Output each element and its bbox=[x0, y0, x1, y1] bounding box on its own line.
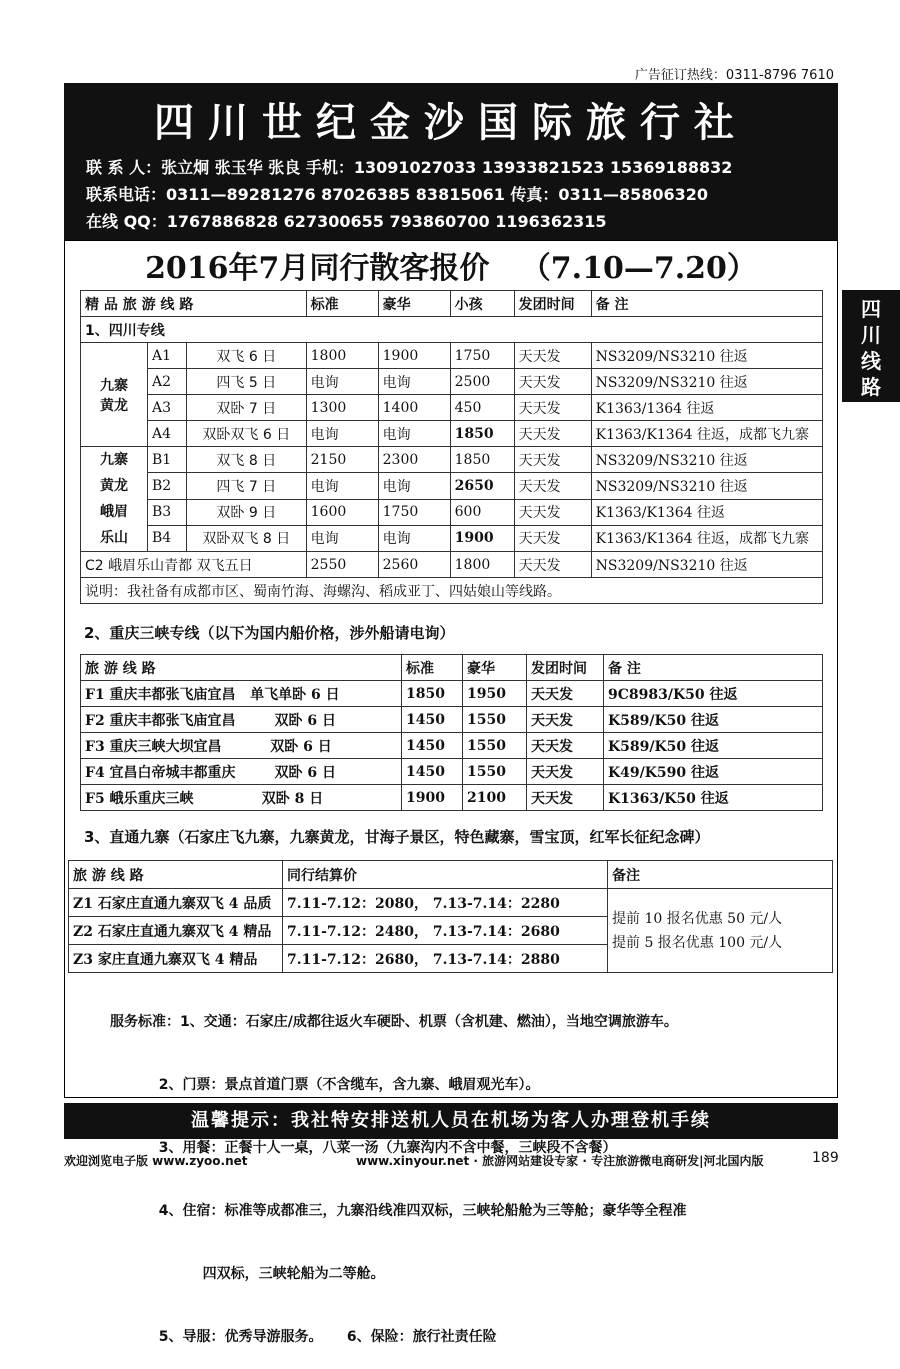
section-title: 1、四川专线 bbox=[81, 317, 823, 343]
price-standard: 1800 bbox=[306, 343, 378, 369]
header-cell: 标准 bbox=[402, 655, 463, 681]
route-name: 四飞 7 日 bbox=[187, 473, 307, 499]
price-standard: 2150 bbox=[306, 447, 378, 473]
route-name: 双飞 8 日 bbox=[187, 447, 307, 473]
route-name: 双卧双飞 8 日 bbox=[187, 525, 307, 551]
route-name: 双卧 7 日 bbox=[187, 395, 307, 421]
departure: 天天发 bbox=[514, 421, 591, 447]
side-tab-sichuan bbox=[842, 290, 900, 402]
remark: 9C8983/K50 往返 bbox=[604, 681, 823, 707]
table-row bbox=[81, 343, 823, 369]
remark: K1363/K1364 往返，成都飞九寨 bbox=[591, 525, 822, 551]
route-name: 四飞 5 日 bbox=[187, 369, 307, 395]
table-row bbox=[81, 499, 823, 525]
price-standard: 电询 bbox=[306, 473, 378, 499]
price-deluxe: 1550 bbox=[463, 707, 527, 733]
route-code: A2 bbox=[148, 369, 187, 395]
route-code: A1 bbox=[148, 343, 187, 369]
table-header-row bbox=[81, 655, 823, 681]
section-title: 3、直通九寨（石家庄飞九寨，九寨黄龙，甘海子景区，特色藏寨，雪宝顶，红军长征纪念碑） bbox=[84, 828, 710, 846]
page-title bbox=[64, 243, 838, 287]
departure: 天天发 bbox=[514, 395, 591, 421]
remark: NS3209/NS3210 往返 bbox=[591, 552, 822, 578]
jiuzhai-direct-table bbox=[68, 860, 833, 973]
header-cell: 同行结算价 bbox=[283, 861, 608, 889]
remark-line: 提前 10 报名优惠 50 元/人 bbox=[612, 910, 783, 927]
header-cell: 豪华 bbox=[463, 655, 527, 681]
settlement-price: 7.11-7.12：2680， 7.13-7.14：2880 bbox=[283, 945, 608, 973]
header-cell: 发团时间 bbox=[527, 655, 604, 681]
price-deluxe: 1400 bbox=[378, 395, 450, 421]
header-cell: 旅 游 线 路 bbox=[81, 655, 402, 681]
departure: 天天发 bbox=[514, 525, 591, 551]
remark: K589/K50 往返 bbox=[604, 707, 823, 733]
ad-hotline: 广告征订热线：0311-8796 7610 bbox=[634, 68, 834, 83]
table-row bbox=[81, 733, 823, 759]
price-child: 1900 bbox=[450, 525, 514, 551]
service-line: 四双标，三峡轮船为二等舱。 bbox=[110, 1266, 385, 1282]
table-row bbox=[81, 552, 823, 578]
route-name: F4 宜昌白帝城丰都重庆 双卧 6 日 bbox=[81, 759, 402, 785]
remark-line: 提前 5 报名优惠 100 元/人 bbox=[612, 934, 783, 951]
route-name: F1 重庆丰都张飞庙宜昌 单飞单卧 6 日 bbox=[81, 681, 402, 707]
route-name: Z1 石家庄直通九寨双飞 4 品质 bbox=[69, 889, 283, 917]
remark: NS3209/NS3210 往返 bbox=[591, 343, 822, 369]
price-standard: 1850 bbox=[402, 681, 463, 707]
remark: K1363/1364 往返 bbox=[591, 395, 822, 421]
route-name: F2 重庆丰都张飞庙宜昌 双卧 6 日 bbox=[81, 707, 402, 733]
route-name: F3 重庆三峡大坝宜昌 双卧 6 日 bbox=[81, 733, 402, 759]
price-deluxe: 2100 bbox=[463, 785, 527, 811]
departure: 天天发 bbox=[514, 552, 591, 578]
table-row bbox=[81, 421, 823, 447]
agency-phones: 联系电话：0311—89281276 87026385 83815061 传真：0311—85806320 bbox=[86, 185, 709, 204]
route-name: Z3 家庄直通九寨双飞 4 精品 bbox=[69, 945, 283, 973]
departure: 天天发 bbox=[527, 759, 604, 785]
service-line: 服务标准：1、交通：石家庄/成都往返火车硬卧、机票（含机建、燃油），当地空调旅游车。 bbox=[110, 1014, 678, 1030]
settlement-price: 7.11-7.12：2480， 7.13-7.14：2680 bbox=[283, 917, 608, 945]
departure: 天天发 bbox=[514, 343, 591, 369]
route-code: B4 bbox=[148, 525, 187, 551]
remark: K1363/K1364 往返 bbox=[591, 499, 822, 525]
departure: 天天发 bbox=[527, 681, 604, 707]
side-tab-char: 四 bbox=[861, 297, 881, 321]
price-deluxe: 1950 bbox=[463, 681, 527, 707]
table-row bbox=[81, 707, 823, 733]
price-child: 1850 bbox=[450, 421, 514, 447]
price-child: 1750 bbox=[450, 343, 514, 369]
price-child: 2500 bbox=[450, 369, 514, 395]
price-deluxe: 1750 bbox=[378, 499, 450, 525]
price-child: 2650 bbox=[450, 473, 514, 499]
service-line: 3、用餐：正餐十人一桌，八菜一汤（九寨沟内不含中餐，三峡段不含餐） bbox=[110, 1140, 617, 1156]
title-dates: （7.10—7.20） bbox=[520, 251, 757, 286]
price-deluxe: 1900 bbox=[378, 343, 450, 369]
route-name: Z2 石家庄直通九寨双飞 4 精品 bbox=[69, 917, 283, 945]
section-title: 2、重庆三峡专线（以下为国内船价格，涉外船请电询） bbox=[84, 624, 455, 642]
agency-header bbox=[64, 83, 838, 240]
departure: 天天发 bbox=[527, 707, 604, 733]
service-line: 4、住宿：标准等成都准三，九寨沿线准四双标，三峡轮船舱为三等舱；豪华等全程准 bbox=[110, 1203, 687, 1219]
price-deluxe: 1550 bbox=[463, 759, 527, 785]
header-cell: 备 注 bbox=[591, 291, 822, 317]
table-row bbox=[81, 447, 823, 473]
section-note: 说明：我社备有成都市区、蜀南竹海、海螺沟、稻成亚丁、四姑娘山等线路。 bbox=[81, 578, 823, 604]
group-label-a: 九寨 黄龙 bbox=[81, 343, 148, 447]
remark-cell bbox=[608, 889, 833, 973]
tip-banner: 温馨提示：我社特安排送机人员在机场为客人办理登机手续 bbox=[64, 1103, 838, 1139]
sichuan-table bbox=[80, 290, 823, 604]
header-cell: 发团时间 bbox=[514, 291, 591, 317]
route-code: B3 bbox=[148, 499, 187, 525]
header-cell: 小孩 bbox=[450, 291, 514, 317]
service-line: 5、导服：优秀导游服务。 6、保险：旅行社责任险 bbox=[110, 1329, 497, 1345]
price-deluxe: 1550 bbox=[463, 733, 527, 759]
three-gorges-table bbox=[80, 654, 823, 811]
remark: K589/K50 往返 bbox=[604, 733, 823, 759]
route-code: B1 bbox=[148, 447, 187, 473]
price-standard: 1900 bbox=[402, 785, 463, 811]
price-child: 450 bbox=[450, 395, 514, 421]
table-row bbox=[69, 889, 833, 917]
header-cell: 标准 bbox=[306, 291, 378, 317]
page-number: 189 bbox=[812, 1150, 839, 1166]
price-deluxe: 2300 bbox=[378, 447, 450, 473]
price-standard: 电询 bbox=[306, 525, 378, 551]
header-cell: 备 注 bbox=[604, 655, 823, 681]
table-row bbox=[81, 525, 823, 551]
table-row bbox=[81, 369, 823, 395]
header-cell: 旅 游 线 路 bbox=[69, 861, 283, 889]
price-deluxe: 电询 bbox=[378, 421, 450, 447]
departure: 天天发 bbox=[514, 447, 591, 473]
remark: K1363/K1364 往返，成都飞九寨 bbox=[591, 421, 822, 447]
remark: NS3209/NS3210 往返 bbox=[591, 447, 822, 473]
remark: K49/K590 往返 bbox=[604, 759, 823, 785]
header-cell: 备注 bbox=[608, 861, 833, 889]
departure: 天天发 bbox=[514, 499, 591, 525]
side-tab-char: 路 bbox=[861, 375, 881, 399]
settlement-price: 7.11-7.12：2080， 7.13-7.14：2280 bbox=[283, 889, 608, 917]
route-code: B2 bbox=[148, 473, 187, 499]
route-name: 双卧双飞 6 日 bbox=[187, 421, 307, 447]
remark: NS3209/NS3210 往返 bbox=[591, 369, 822, 395]
agency-name: 四川世纪金沙国际旅行社 bbox=[154, 99, 748, 146]
price-deluxe: 电询 bbox=[378, 369, 450, 395]
side-tab-char: 川 bbox=[861, 323, 881, 347]
table-header-row bbox=[81, 291, 823, 317]
price-child: 1850 bbox=[450, 447, 514, 473]
price-standard: 1450 bbox=[402, 733, 463, 759]
group-label-b: 九寨 黄龙 峨眉 乐山 bbox=[81, 447, 148, 552]
price-standard: 1300 bbox=[306, 395, 378, 421]
price-child: 600 bbox=[450, 499, 514, 525]
header-cell: 豪华 bbox=[378, 291, 450, 317]
price-child: 1800 bbox=[450, 552, 514, 578]
agency-qq: 在线 QQ：1767886828 627300655 793860700 1196362315 bbox=[86, 212, 607, 231]
price-standard: 2550 bbox=[306, 552, 378, 578]
price-deluxe: 电询 bbox=[378, 473, 450, 499]
route-code: A3 bbox=[148, 395, 187, 421]
price-standard: 电询 bbox=[306, 421, 378, 447]
price-standard: 1450 bbox=[402, 759, 463, 785]
price-standard: 电询 bbox=[306, 369, 378, 395]
side-tab-char: 线 bbox=[861, 349, 881, 373]
agency-contacts: 联 系 人：张立炯 张玉华 张良 手机：13091027033 13933821523 15369188832 bbox=[86, 158, 733, 177]
price-standard: 1600 bbox=[306, 499, 378, 525]
table-header-row bbox=[69, 861, 833, 889]
departure: 天天发 bbox=[514, 473, 591, 499]
footer-center: www.xinyour.net · 旅游网站建设专家 · 专注旅游微电商研发|河北国内版 bbox=[356, 1154, 764, 1168]
title-text: 2016年7月同行散客报价 bbox=[145, 251, 490, 286]
departure: 天天发 bbox=[527, 733, 604, 759]
route-name: F5 峨乐重庆三峡 双卧 8 日 bbox=[81, 785, 402, 811]
price-standard: 1450 bbox=[402, 707, 463, 733]
header-cell: 精 品 旅 游 线 路 bbox=[81, 291, 307, 317]
service-line: 2、门票：景点首道门票（不含缆车，含九寨、峨眉观光车）。 bbox=[110, 1077, 540, 1093]
price-deluxe: 电询 bbox=[378, 525, 450, 551]
price-deluxe: 2560 bbox=[378, 552, 450, 578]
table-row bbox=[81, 395, 823, 421]
footer-left: 欢迎浏览电子版 www.zyoo.net bbox=[64, 1154, 248, 1168]
route-name: C2 峨眉乐山青都 双飞五日 bbox=[81, 552, 307, 578]
route-code: A4 bbox=[148, 421, 187, 447]
route-name: 双卧 9 日 bbox=[187, 499, 307, 525]
table-row bbox=[81, 681, 823, 707]
departure: 天天发 bbox=[514, 369, 591, 395]
table-row bbox=[81, 473, 823, 499]
remark: NS3209/NS3210 往返 bbox=[591, 473, 822, 499]
route-name: 双飞 6 日 bbox=[187, 343, 307, 369]
table-row bbox=[81, 759, 823, 785]
table-row bbox=[81, 785, 823, 811]
departure: 天天发 bbox=[527, 785, 604, 811]
remark: K1363/K50 往返 bbox=[604, 785, 823, 811]
service-standards bbox=[110, 970, 686, 1369]
